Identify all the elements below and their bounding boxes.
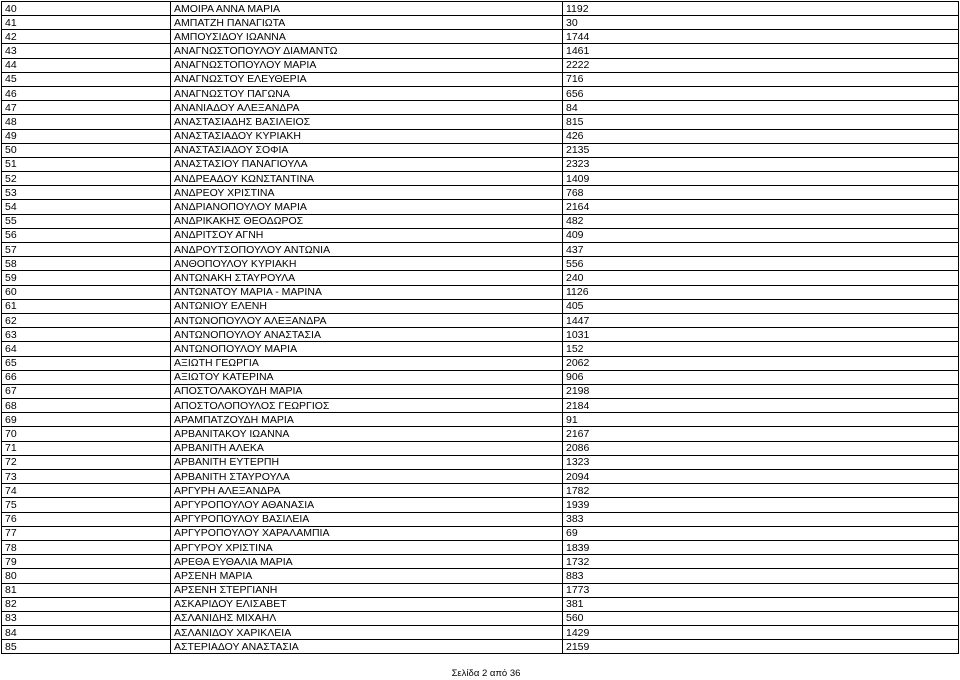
- name-cell: ΑΝΑΣΤΑΣΙΑΔΗΣ ΒΑΣΙΛΕΙΟΣ: [171, 115, 563, 129]
- value-cell: 69: [563, 526, 959, 540]
- row-number-cell: 65: [2, 356, 171, 370]
- row-number-cell: 71: [2, 441, 171, 455]
- row-number-cell: 62: [2, 313, 171, 327]
- value-cell: 2198: [563, 384, 959, 398]
- table-row: [2, 384, 959, 398]
- row-number-cell: 56: [2, 228, 171, 242]
- row-number-cell: 84: [2, 626, 171, 640]
- row-number-cell: 43: [2, 44, 171, 58]
- name-cell: ΑΝΤΩΝΑΚΗ ΣΤΑΥΡΟΥΛΑ: [171, 271, 563, 285]
- row-number-cell: 42: [2, 30, 171, 44]
- row-number-cell: 58: [2, 257, 171, 271]
- value-cell: 2222: [563, 58, 959, 72]
- value-cell: 560: [563, 611, 959, 625]
- table-row: [2, 370, 959, 384]
- name-cell: ΑΝΔΡΟΥΤΣΟΠΟΥΛΟΥ ΑΝΤΩΝΙΑ: [171, 243, 563, 257]
- table-row: [2, 228, 959, 242]
- row-number-cell: 60: [2, 285, 171, 299]
- name-cell: ΑΡΓΥΡΟΥ ΧΡΙΣΤΙΝΑ: [171, 540, 563, 554]
- name-cell: ΑΡΑΜΠΑΤΖΟΥΔΗ ΜΑΡΙΑ: [171, 413, 563, 427]
- row-number-cell: 78: [2, 540, 171, 554]
- value-cell: 426: [563, 129, 959, 143]
- row-number-cell: 49: [2, 129, 171, 143]
- row-number-cell: 85: [2, 640, 171, 654]
- row-number-cell: 44: [2, 58, 171, 72]
- table-row: [2, 86, 959, 100]
- name-cell: ΑΝΔΡΕΑΔΟΥ ΚΩΝΣΤΑΝΤΙΝΑ: [171, 172, 563, 186]
- value-cell: 2135: [563, 143, 959, 157]
- table-row: [2, 72, 959, 86]
- name-cell: ΑΝΤΩΝΙΟΥ ΕΛΕΝΗ: [171, 299, 563, 313]
- value-cell: 716: [563, 72, 959, 86]
- value-cell: 1939: [563, 498, 959, 512]
- row-number-cell: 74: [2, 484, 171, 498]
- value-cell: 2164: [563, 200, 959, 214]
- value-cell: 1447: [563, 313, 959, 327]
- table-row: [2, 626, 959, 640]
- value-cell: 1323: [563, 455, 959, 469]
- name-cell: ΑΜΠΑΤΖΗ ΠΑΝΑΓΙΩΤΑ: [171, 16, 563, 30]
- row-number-cell: 72: [2, 455, 171, 469]
- row-number-cell: 79: [2, 555, 171, 569]
- name-cell: ΑΡΒΑΝΙΤΗ ΑΛΕΚΑ: [171, 441, 563, 455]
- name-cell: ΑΝΑΓΝΩΣΤΟΥ ΠΑΓΩΝΑ: [171, 86, 563, 100]
- table-row: [2, 200, 959, 214]
- row-number-cell: 67: [2, 384, 171, 398]
- table-row: [2, 611, 959, 625]
- name-cell: ΑΝΑΓΝΩΣΤΟΥ ΕΛΕΥΘΕΡΙΑ: [171, 72, 563, 86]
- value-cell: 1409: [563, 172, 959, 186]
- value-cell: 152: [563, 342, 959, 356]
- roster-body: [2, 2, 959, 654]
- table-row: [2, 313, 959, 327]
- table-row: [2, 186, 959, 200]
- value-cell: 409: [563, 228, 959, 242]
- value-cell: 883: [563, 569, 959, 583]
- table-row: [2, 285, 959, 299]
- value-cell: 1429: [563, 626, 959, 640]
- row-number-cell: 57: [2, 243, 171, 257]
- table-row: [2, 2, 959, 16]
- table-row: [2, 484, 959, 498]
- name-cell: ΑΝΑΣΤΑΣΙΑΔΟΥ ΚΥΡΙΑΚΗ: [171, 129, 563, 143]
- row-number-cell: 76: [2, 512, 171, 526]
- page-number-label: Σελίδα 2 από 36: [451, 668, 521, 679]
- name-cell: ΑΡΒΑΝΙΤΑΚΟΥ ΙΩΑΝΝΑ: [171, 427, 563, 441]
- name-cell: ΑΝΑΓΝΩΣΤΟΠΟΥΛΟΥ ΔΙΑΜΑΝΤΩ: [171, 44, 563, 58]
- table-row: [2, 399, 959, 413]
- name-cell: ΑΝΑΝΙΑΔΟΥ ΑΛΕΞΑΝΔΡΑ: [171, 101, 563, 115]
- name-cell: ΑΝΤΩΝΟΠΟΥΛΟΥ ΑΝΑΣΤΑΣΙΑ: [171, 328, 563, 342]
- value-cell: 91: [563, 413, 959, 427]
- name-cell: ΑΝΔΡΙΑΝΟΠΟΥΛΟΥ ΜΑΡΙΑ: [171, 200, 563, 214]
- name-cell: ΑΡΒΑΝΙΤΗ ΣΤΑΥΡΟΥΛΑ: [171, 470, 563, 484]
- page-footer: [0, 668, 960, 679]
- table-row: [2, 526, 959, 540]
- table-row: [2, 143, 959, 157]
- name-cell: ΑΡΣΕΝΗ ΣΤΕΡΓΙΑΝΗ: [171, 583, 563, 597]
- row-number-cell: 82: [2, 597, 171, 611]
- name-cell: ΑΝΔΡΙΤΣΟΥ ΑΓΝΗ: [171, 228, 563, 242]
- table-row: [2, 441, 959, 455]
- name-cell: ΑΝΑΣΤΑΣΙΟΥ ΠΑΝΑΓΙΟΥΛΑ: [171, 157, 563, 171]
- row-number-cell: 51: [2, 157, 171, 171]
- table-row: [2, 157, 959, 171]
- row-number-cell: 46: [2, 86, 171, 100]
- table-row: [2, 172, 959, 186]
- name-cell: ΑΝΔΡΕΟΥ ΧΡΙΣΤΙΝΑ: [171, 186, 563, 200]
- table-row: [2, 271, 959, 285]
- name-cell: ΑΣΚΑΡΙΔΟΥ ΕΛΙΣΑΒΕΤ: [171, 597, 563, 611]
- value-cell: 2159: [563, 640, 959, 654]
- name-cell: ΑΝΔΡΙΚΑΚΗΣ ΘΕΟΔΩΡΟΣ: [171, 214, 563, 228]
- row-number-cell: 83: [2, 611, 171, 625]
- row-number-cell: 55: [2, 214, 171, 228]
- table-row: [2, 427, 959, 441]
- table-row: [2, 299, 959, 313]
- value-cell: 482: [563, 214, 959, 228]
- row-number-cell: 68: [2, 399, 171, 413]
- value-cell: 381: [563, 597, 959, 611]
- row-number-cell: 69: [2, 413, 171, 427]
- table-row: [2, 16, 959, 30]
- table-row: [2, 356, 959, 370]
- value-cell: 1773: [563, 583, 959, 597]
- row-number-cell: 40: [2, 2, 171, 16]
- name-cell: ΑΝΑΣΤΑΣΙΑΔΟΥ ΣΟΦΙΑ: [171, 143, 563, 157]
- row-number-cell: 50: [2, 143, 171, 157]
- value-cell: 383: [563, 512, 959, 526]
- table-row: [2, 540, 959, 554]
- name-cell: ΑΡΓΥΡΟΠΟΥΛΟΥ ΒΑΣΙΛΕΙΑ: [171, 512, 563, 526]
- value-cell: 2323: [563, 157, 959, 171]
- table-row: [2, 44, 959, 58]
- row-number-cell: 54: [2, 200, 171, 214]
- table-row: [2, 583, 959, 597]
- value-cell: 1839: [563, 540, 959, 554]
- table-row: [2, 569, 959, 583]
- name-cell: ΑΝΤΩΝΟΠΟΥΛΟΥ ΜΑΡΙΑ: [171, 342, 563, 356]
- value-cell: 405: [563, 299, 959, 313]
- name-cell: ΑΞΙΩΤΗ ΓΕΩΡΓΙΑ: [171, 356, 563, 370]
- value-cell: 2184: [563, 399, 959, 413]
- value-cell: 1782: [563, 484, 959, 498]
- name-cell: ΑΡΓΥΡΗ ΑΛΕΞΑΝΔΡΑ: [171, 484, 563, 498]
- row-number-cell: 73: [2, 470, 171, 484]
- table-row: [2, 58, 959, 72]
- row-number-cell: 59: [2, 271, 171, 285]
- name-cell: ΑΡΕΘΑ ΕΥΘΑΛΙΑ ΜΑΡΙΑ: [171, 555, 563, 569]
- table-row: [2, 30, 959, 44]
- row-number-cell: 75: [2, 498, 171, 512]
- row-number-cell: 81: [2, 583, 171, 597]
- name-cell: ΑΞΙΩΤΟΥ ΚΑΤΕΡΙΝΑ: [171, 370, 563, 384]
- name-cell: ΑΣΤΕΡΙΑΔΟΥ ΑΝΑΣΤΑΣΙΑ: [171, 640, 563, 654]
- name-cell: ΑΝΤΩΝΑΤΟΥ ΜΑΡΙΑ - ΜΑΡΙΝΑ: [171, 285, 563, 299]
- value-cell: 2062: [563, 356, 959, 370]
- table-row: [2, 512, 959, 526]
- table-row: [2, 257, 959, 271]
- name-cell: ΑΜΟΙΡΑ ΑΝΝΑ ΜΑΡΙΑ: [171, 2, 563, 16]
- value-cell: 2094: [563, 470, 959, 484]
- name-cell: ΑΣΛΑΝΙΔΗΣ ΜΙΧΑΗΛ: [171, 611, 563, 625]
- value-cell: 1732: [563, 555, 959, 569]
- table-row: [2, 498, 959, 512]
- row-number-cell: 45: [2, 72, 171, 86]
- row-number-cell: 64: [2, 342, 171, 356]
- table-row: [2, 129, 959, 143]
- table-row: [2, 640, 959, 654]
- value-cell: 815: [563, 115, 959, 129]
- row-number-cell: 66: [2, 370, 171, 384]
- row-number-cell: 48: [2, 115, 171, 129]
- table-row: [2, 328, 959, 342]
- row-number-cell: 70: [2, 427, 171, 441]
- value-cell: 240: [563, 271, 959, 285]
- row-number-cell: 63: [2, 328, 171, 342]
- name-cell: ΑΡΓΥΡΟΠΟΥΛΟΥ ΑΘΑΝΑΣΙΑ: [171, 498, 563, 512]
- value-cell: 1744: [563, 30, 959, 44]
- value-cell: 2086: [563, 441, 959, 455]
- table-row: [2, 455, 959, 469]
- row-number-cell: 53: [2, 186, 171, 200]
- value-cell: 1192: [563, 2, 959, 16]
- table-row: [2, 413, 959, 427]
- table-row: [2, 243, 959, 257]
- value-cell: 84: [563, 101, 959, 115]
- name-cell: ΑΝΤΩΝΟΠΟΥΛΟΥ ΑΛΕΞΑΝΔΡΑ: [171, 313, 563, 327]
- table-row: [2, 115, 959, 129]
- name-cell: ΑΜΠΟΥΣΙΔΟΥ ΙΩΑΝΝΑ: [171, 30, 563, 44]
- row-number-cell: 61: [2, 299, 171, 313]
- value-cell: 437: [563, 243, 959, 257]
- table-row: [2, 101, 959, 115]
- value-cell: 906: [563, 370, 959, 384]
- name-cell: ΑΝΑΓΝΩΣΤΟΠΟΥΛΟΥ ΜΑΡΙΑ: [171, 58, 563, 72]
- value-cell: 1126: [563, 285, 959, 299]
- name-cell: ΑΠΟΣΤΟΛΟΠΟΥΛΟΣ ΓΕΩΡΓΙΟΣ: [171, 399, 563, 413]
- value-cell: 556: [563, 257, 959, 271]
- name-cell: ΑΡΓΥΡΟΠΟΥΛΟΥ ΧΑΡΑΛΑΜΠΙΑ: [171, 526, 563, 540]
- name-cell: ΑΣΛΑΝΙΔΟΥ ΧΑΡΙΚΛΕΙΑ: [171, 626, 563, 640]
- row-number-cell: 77: [2, 526, 171, 540]
- table-row: [2, 597, 959, 611]
- value-cell: 768: [563, 186, 959, 200]
- name-cell: ΑΝΘΟΠΟΥΛΟΥ ΚΥΡΙΑΚΗ: [171, 257, 563, 271]
- value-cell: 1031: [563, 328, 959, 342]
- row-number-cell: 41: [2, 16, 171, 30]
- value-cell: 30: [563, 16, 959, 30]
- value-cell: 2167: [563, 427, 959, 441]
- table-row: [2, 214, 959, 228]
- row-number-cell: 47: [2, 101, 171, 115]
- table-row: [2, 470, 959, 484]
- name-cell: ΑΡΣΕΝΗ ΜΑΡΙΑ: [171, 569, 563, 583]
- row-number-cell: 52: [2, 172, 171, 186]
- table-row: [2, 342, 959, 356]
- name-cell: ΑΠΟΣΤΟΛΑΚΟΥΔΗ ΜΑΡΙΑ: [171, 384, 563, 398]
- value-cell: 656: [563, 86, 959, 100]
- name-cell: ΑΡΒΑΝΙΤΗ ΕΥΤΕΡΠΗ: [171, 455, 563, 469]
- value-cell: 1461: [563, 44, 959, 58]
- row-number-cell: 80: [2, 569, 171, 583]
- roster-table: [1, 1, 959, 654]
- table-row: [2, 555, 959, 569]
